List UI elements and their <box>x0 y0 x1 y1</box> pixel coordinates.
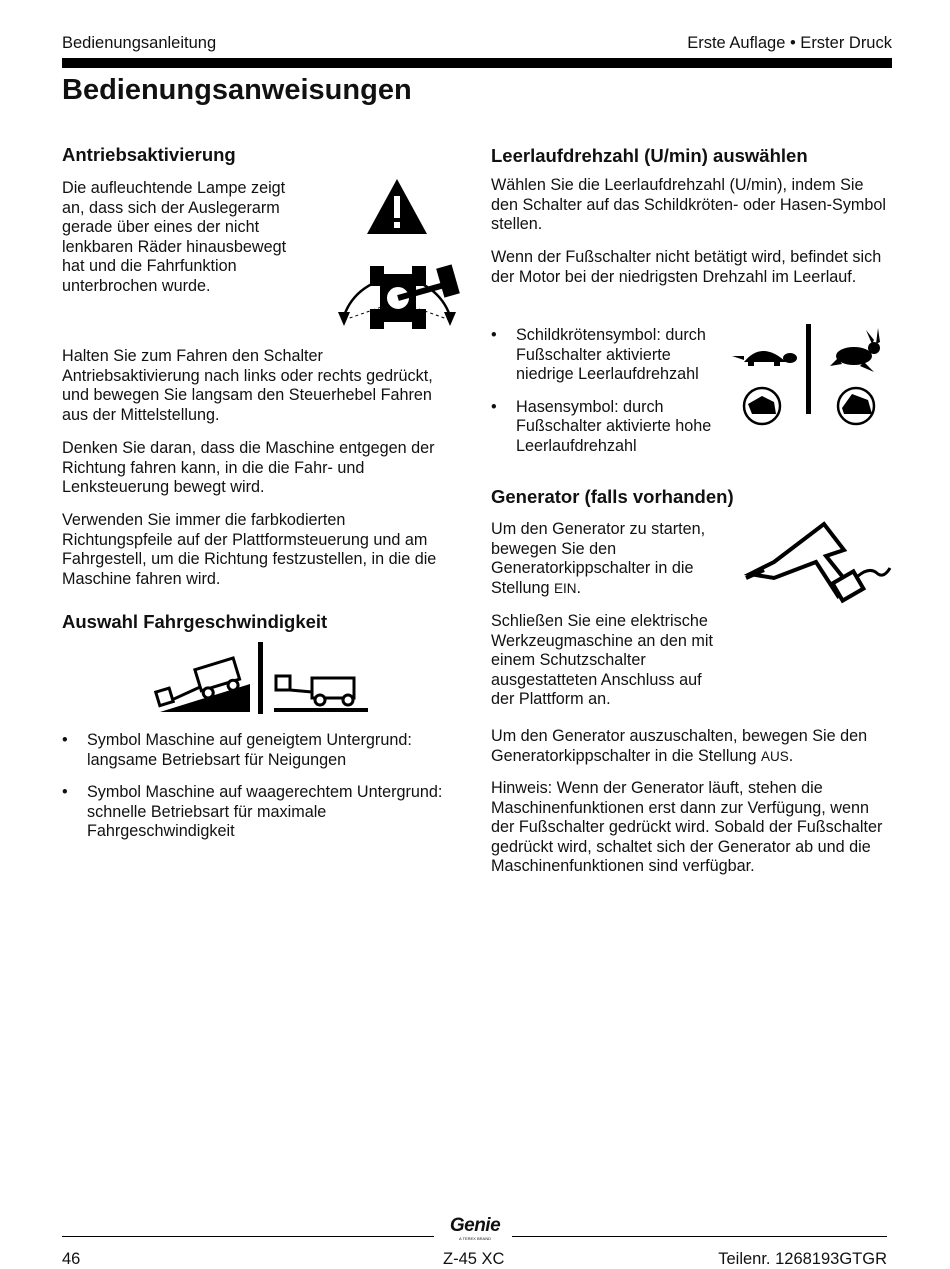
machine-on-level-ground-icon <box>274 676 368 712</box>
idle-list <box>491 326 721 470</box>
turtle-icon <box>732 351 797 366</box>
paragraph-generator-1: Um den Generator zu starten, bewegen Sie den Generatorkippschalter in die Stellung EIN. <box>491 520 706 597</box>
paragraph-idle-2: Wenn der Fußschalter nicht betätigt wird, befindet sich der Motor bei der niedrigsten Drehzahl im Leerlauf. <box>491 248 882 286</box>
header-rule <box>62 58 892 68</box>
footer-rule-left <box>62 1236 434 1237</box>
drive-speed-icons <box>150 640 372 716</box>
paragraph-generator-3: Um den Generator auszuschalten, bewegen Sie den Generatorkippschalter in die Stellung AUS. <box>491 727 868 765</box>
section-heading-generator: Generator (falls vorhanden) <box>491 486 734 507</box>
list-item: • Hasensymbol: durch Fußschalter aktivierte hohe Leerlaufdrehzahl <box>491 398 721 457</box>
foot-switch-fast-icon <box>838 388 874 424</box>
drive-enable-warning-icon <box>330 176 465 331</box>
genie-logo: Genie A TEREX BRAND <box>449 1215 501 1241</box>
section-heading-idle: Leerlaufdrehzahl (U/min) auswählen <box>491 145 808 166</box>
rabbit-icon <box>830 328 880 372</box>
drive-speed-list <box>62 731 462 855</box>
footer-part-number: Teilenr. 1268193GTGR <box>718 1250 887 1268</box>
list-item: • Symbol Maschine auf waagerechtem Untergrund: schnelle Betriebsart für maximale Fahrgeschwindigkeit <box>62 783 462 842</box>
section-heading-drive-enable: Antriebsaktivierung <box>62 144 236 165</box>
paragraph-generator-2: Schließen Sie eine elektrische Werkzeugmaschine an den mit einem Schutzschalter ausgestatteten Anschluss auf der Plattform an. <box>491 612 713 709</box>
foot-switch-slow-icon <box>744 388 780 424</box>
machine-on-slope-icon <box>153 658 250 712</box>
page-number: 46 <box>62 1250 81 1268</box>
page-title: Bedienungsanweisungen <box>62 74 412 106</box>
switch-position-on: EIN <box>554 580 577 596</box>
paragraph-drive-enable-4: Verwenden Sie immer die farbkodierten Richtungspfeile auf der Plattformsteuerung und am Fahrgestell, um die Richtung festzustellen, in die die Maschine fahren wird. <box>62 511 437 588</box>
list-item: • Schildkrötensymbol: durch Fußschalter aktivierte niedrige Leerlaufdrehzahl <box>491 326 721 385</box>
running-header-left: Bedienungsanleitung <box>62 34 217 52</box>
paragraph-drive-enable-1: Die aufleuchtende Lampe zeigt an, dass sich der Auslegerarm gerade über eines der nicht lenkbaren Räder hinausbewegt hat und die Fahrfunktion unterbrochen wurde. <box>62 179 287 295</box>
generator-power-tool-icon <box>744 516 894 606</box>
paragraph-idle-1: Wählen Sie die Leerlaufdrehzahl (U/min), indem Sie den Schalter auf das Schildkröten- oder Hasen-Symbol stellen. <box>491 176 887 234</box>
footer-model: Z-45 XC <box>443 1250 505 1268</box>
footer-rule-right <box>512 1236 887 1237</box>
section-heading-drive-speed: Auswahl Fahrgeschwindigkeit <box>62 611 328 632</box>
running-header-right: Erste Auflage • Erster Druck <box>687 34 892 52</box>
paragraph-drive-enable-2: Halten Sie zum Fahren den Schalter Antriebsaktivierung nach links oder rechts gedrückt, und bewegen Sie langsam den Steuerhebel Fahren aus der Mittelstellung. <box>62 347 433 424</box>
list-item: • Symbol Maschine auf geneigtem Untergrund: langsame Betriebsart für Neigungen <box>62 731 462 770</box>
switch-position-off: AUS <box>760 748 789 764</box>
paragraph-drive-enable-3: Denken Sie daran, dass die Maschine entgegen der Richtung fahren kann, in die die Fahr- und Lenksteuerung bewegt wird. <box>62 439 435 497</box>
idle-speed-icons <box>726 322 891 427</box>
paragraph-generator-4: Hinweis: Wenn der Generator läuft, stehen die Maschinenfunktionen erst dann zur Verfügung, wenn der Fußschalter gedrückt wird. Sobald der Fußschalter gedrückt wird, schaltet sich der Generator ab und die Maschinenfunktionen sind verfügbar. <box>491 779 883 876</box>
